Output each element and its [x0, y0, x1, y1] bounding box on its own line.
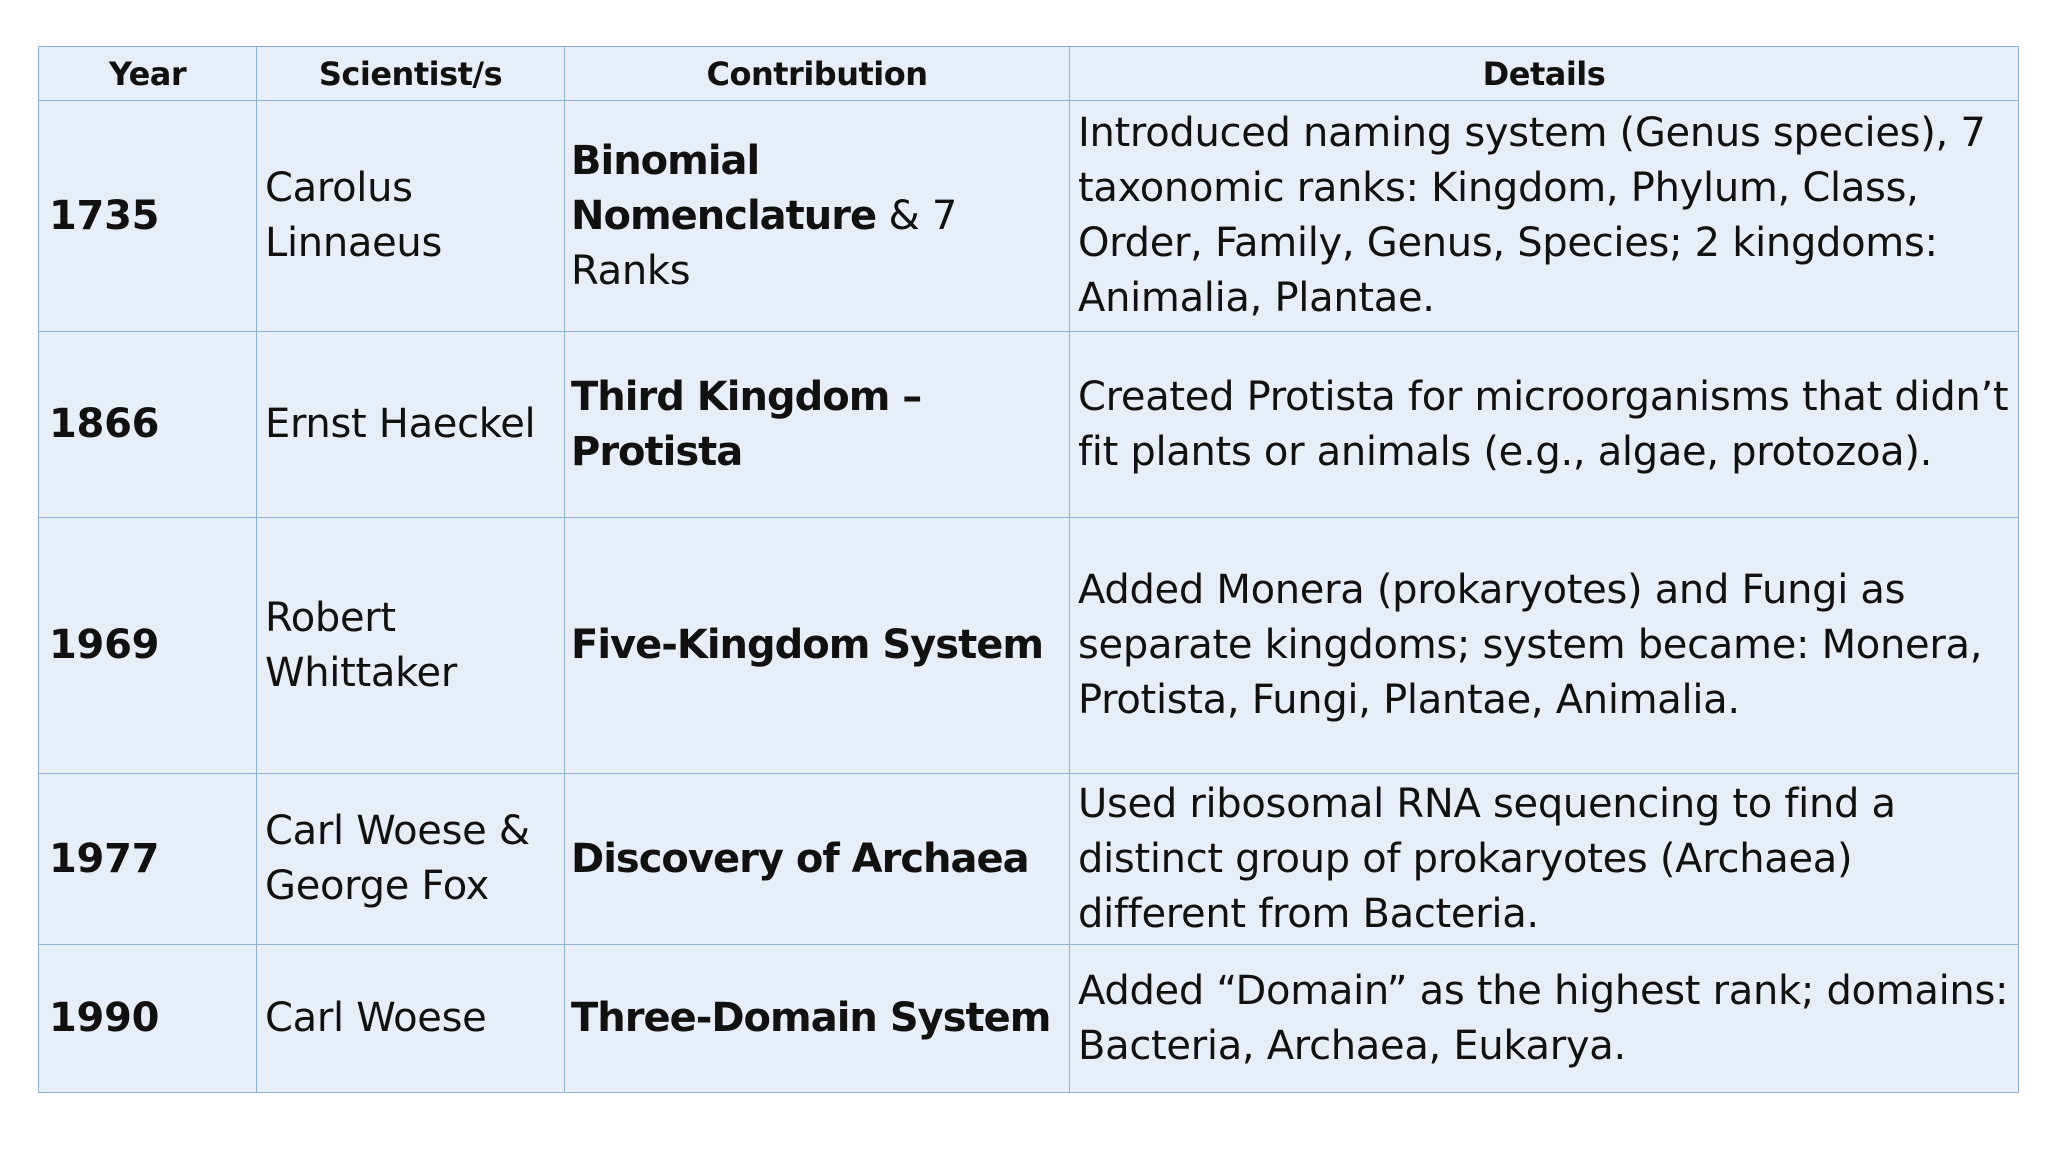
contribution-suffix: & 7 Ranks — [571, 192, 957, 294]
table-row — [39, 774, 2019, 945]
column-header-details: Details — [1070, 47, 2019, 101]
year-cell: 1977 — [39, 774, 257, 945]
contribution-cell — [565, 774, 1070, 945]
contribution-title: Discovery of Archaea — [571, 835, 1029, 882]
year-cell: 1969 — [39, 518, 257, 774]
table-header-row — [39, 47, 2019, 101]
details-cell: Used ribosomal RNA sequencing to find a distinct group of prokaryotes (Archaea) different from Bacteria. — [1070, 774, 2019, 945]
details-cell: Added “Domain” as the highest rank; domains: Bacteria, Archaea, Eukarya. — [1070, 945, 2019, 1093]
contribution-title: Binomial Nomenclature — [571, 137, 877, 239]
column-header-contribution: Contribution — [565, 47, 1070, 101]
column-header-scientists: Scientist/s — [257, 47, 565, 101]
table-row — [39, 101, 2019, 332]
contribution-cell — [565, 945, 1070, 1093]
classification-history-table — [38, 46, 2019, 1093]
contribution-cell — [565, 332, 1070, 518]
scientist-cell: Robert Whittaker — [257, 518, 565, 774]
classification-history-table-container — [38, 46, 2018, 1093]
details-cell: Added Monera (prokaryotes) and Fungi as separate kingdoms; system became: Monera, Protista, Fungi, Plantae, Animalia. — [1070, 518, 2019, 774]
details-cell: Introduced naming system (Genus species), 7 taxonomic ranks: Kingdom, Phylum, Class, Order, Family, Genus, Species; 2 kingdoms: Animalia, Plantae. — [1070, 101, 2019, 332]
scientist-cell: Carolus Linnaeus — [257, 101, 565, 332]
table-row — [39, 945, 2019, 1093]
scientist-cell: Carl Woese — [257, 945, 565, 1093]
column-header-year: Year — [39, 47, 257, 101]
year-cell: 1866 — [39, 332, 257, 518]
table-row — [39, 332, 2019, 518]
contribution-title: Three-Domain System — [571, 995, 1051, 1041]
details-cell: Created Protista for microorganisms that didn’t fit plants or animals (e.g., algae, protozoa). — [1070, 332, 2019, 518]
contribution-cell — [565, 101, 1070, 332]
table-row — [39, 518, 2019, 774]
scientist-cell: Carl Woese & George Fox — [257, 774, 565, 945]
year-cell: 1735 — [39, 101, 257, 332]
contribution-cell — [565, 518, 1070, 774]
year-cell: 1990 — [39, 945, 257, 1093]
contribution-title: Third Kingdom – Protista — [571, 373, 922, 475]
contribution-title: Five-Kingdom System — [571, 622, 1043, 668]
scientist-cell: Ernst Haeckel — [257, 332, 565, 518]
